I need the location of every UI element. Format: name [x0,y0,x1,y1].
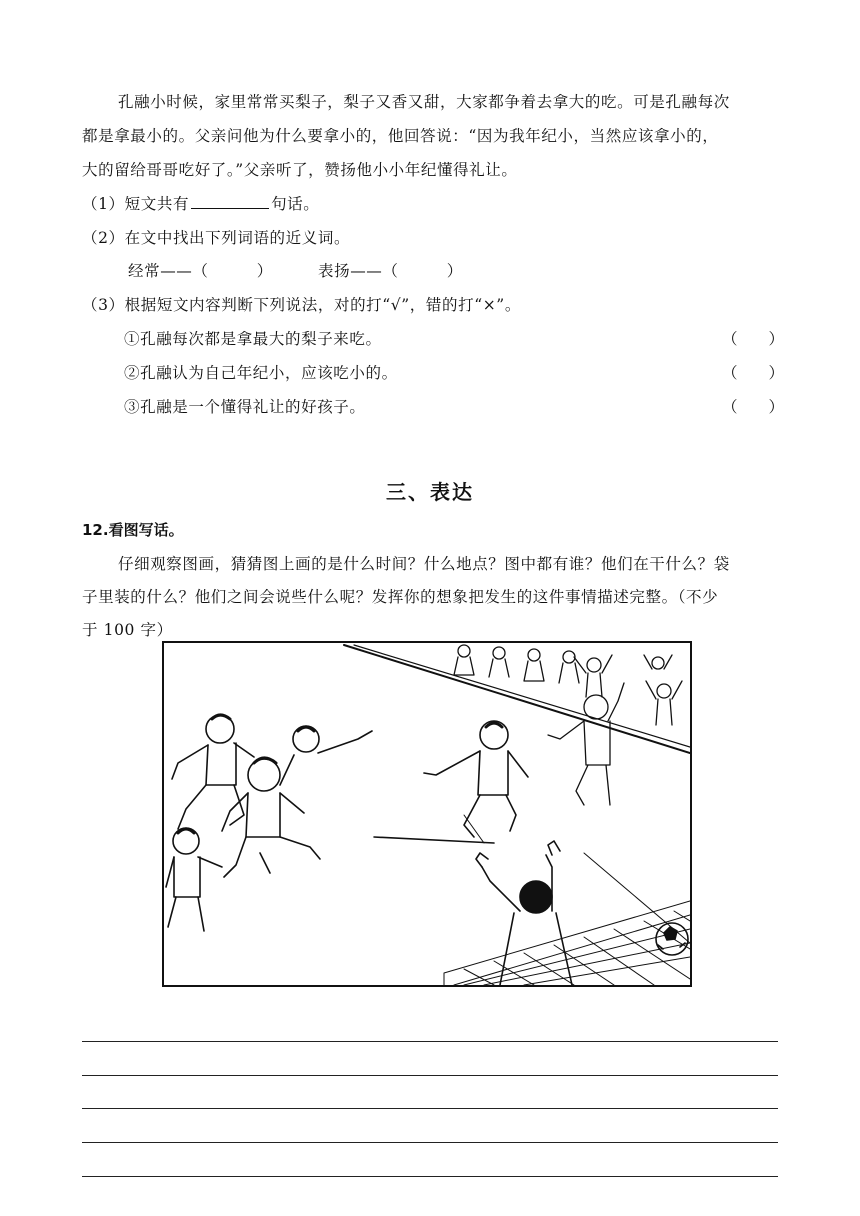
passage-line-3: 大的留给哥哥吃好了。”父亲听了，赞扬他小小年纪懂得礼让。 [82,161,518,179]
section-title: 三、表达 [386,480,474,504]
question-1-suffix: 句话。 [271,195,320,213]
writing-line-1[interactable] [82,1041,778,1042]
running-boy [424,721,528,837]
passage-line-2: 都是拿最小的。父亲问他为什么要拿小的，他回答说：“因为我年纪小，当然应该拿小的， [82,127,719,145]
writing-line-5[interactable] [82,1176,778,1177]
writing-line-2[interactable] [82,1075,778,1076]
synonym-biaoyang[interactable]: 表扬——（ ） [318,262,463,280]
question-1-blank[interactable] [191,194,269,209]
synonym-jingchang[interactable]: 经常——（ ） [128,262,273,280]
question-3: （3）根据短文内容判断下列说法，对的打“√”，错的打“×”。 [82,296,521,314]
question-12-title: 12.看图写话。 [82,521,184,539]
writing-line-4[interactable] [82,1142,778,1143]
question-1-prefix: （1）短文共有 [82,195,190,213]
goal-net [444,901,690,985]
answer-paren-3[interactable]: （ ） [722,398,785,416]
answer-paren-2[interactable]: （ ） [722,364,785,382]
question-2: （2）在文中找出下列词语的近义词。 [82,229,351,247]
statement-3: ③孔融是一个懂得礼让的好孩子。 [124,398,366,416]
writing-line-3[interactable] [82,1108,778,1109]
statement-1: ①孔融每次都是拿最大的梨子来吃。 [124,330,382,348]
question-1 [82,192,319,214]
prompt-line-3: 于 100 字） [82,621,173,639]
soccer-ball [656,923,688,955]
soccer-game-illustration [162,641,692,987]
answer-paren-1[interactable]: （ ） [722,330,785,348]
prompt-line-2: 子里装的什么？他们之间会说些什么呢？发挥你的想象把发生的这件事情描述完整。（不少 [82,588,719,606]
prompt-line-1: 仔细观察图画，猜猜图上画的是什么时间？什么地点？图中都有谁？他们在干什么？袋 [118,555,730,573]
players-left [166,715,372,931]
goalkeeper [476,841,572,985]
passage-line-1: 孔融小时候，家里常常买梨子，梨子又香又甜，大家都争着去拿大的吃。可是孔融每次 [118,93,730,111]
statement-2: ②孔融认为自己年纪小，应该吃小的。 [124,364,398,382]
